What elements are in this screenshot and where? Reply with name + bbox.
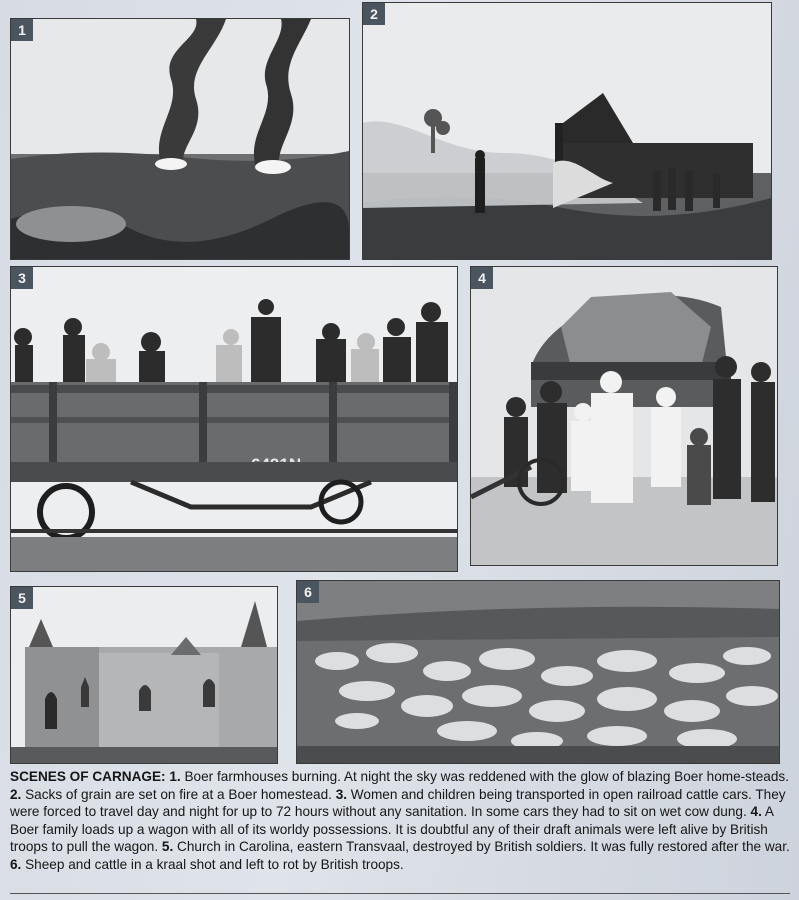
photo-kraal-livestock [296, 580, 780, 764]
photo-number-badge: 3 [11, 267, 33, 289]
railroad-cattle-car-image [11, 267, 457, 571]
page-divider [10, 893, 790, 894]
photo-farmhouses-burning [10, 18, 350, 260]
caption-item-text: A Boer family loads up a wagon with all of its worldy possessions. It is doubtful any of their draft animals were left alive by British troops to pull the wagon. [10, 804, 774, 855]
caption-item-number: 6. [10, 856, 22, 872]
photo-grain-sacks-burning [362, 2, 772, 260]
caption-item-text: Sacks of grain are set on fire at a Boer homestead. [21, 786, 336, 802]
photo-number-badge: 1 [11, 19, 33, 41]
caption-item-number: 2. [10, 786, 22, 802]
caption-item-text: Church in Carolina, eastern Transvaal, destroyed by British soldiers. It was fully restored after the war. [173, 839, 790, 855]
family-wagon-image [471, 267, 777, 565]
caption-item-text: Sheep and cattle in a kraal shot and left to rot by British troops. [21, 856, 404, 872]
caption-item-number: 1. [169, 769, 181, 784]
photo-carolina-church [10, 586, 278, 764]
photo-number-badge: 5 [11, 587, 33, 609]
caption-item-number: 4. [750, 804, 762, 820]
caption-item-text: Boer farmhouses burning. At night the sky was reddened with the glow of blazing Boer home-steads. [180, 769, 790, 784]
photo-caption [10, 768, 792, 874]
ruined-church-image [11, 587, 277, 763]
caption-item-text: Women and children being transported in open railroad cattle cars. They were forced to travel day and night for up to 72 hours without any sanitation. In some cars they had to sit on wet cow dung. [10, 786, 786, 820]
caption-item-number: 5. [161, 839, 174, 855]
burning-farmhouses-image [11, 19, 349, 259]
burning-grain-homestead-image [363, 3, 771, 259]
photo-cattle-car-transport [10, 266, 458, 572]
caption-lead: SCENES OF CARNAGE: [10, 769, 166, 784]
caption-item-number: 3. [335, 786, 348, 802]
photo-number-badge: 6 [297, 581, 319, 603]
photo-number-badge: 2 [363, 3, 385, 25]
photo-number-badge: 4 [471, 267, 493, 289]
dead-livestock-kraal-image [297, 581, 779, 763]
photo-boer-family-wagon [470, 266, 778, 566]
